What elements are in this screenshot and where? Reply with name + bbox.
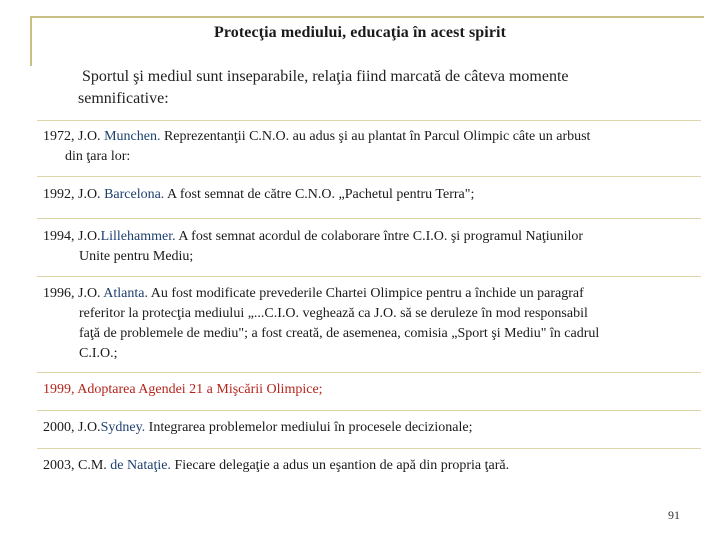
entry-place: Sydney.: [100, 420, 146, 435]
separator: [37, 120, 701, 121]
entry-place: Lillehammer.: [100, 229, 176, 244]
separator: [37, 410, 701, 411]
list-item-1992: [43, 185, 683, 205]
separator: [37, 176, 701, 177]
entry-first-line: [43, 185, 683, 205]
entry-year: 1996, J.O.: [43, 286, 104, 301]
list-item-2003: [43, 456, 683, 476]
entry-year: 2000, J.O.: [43, 420, 101, 435]
intro-paragraph: [78, 66, 702, 110]
page-title: Protecţia mediului, educaţia în acest spirit: [213, 24, 507, 41]
entry-year: 2003, C.M.: [43, 458, 111, 473]
entry-text: referitor la protecţia mediului „...C.I.O. veghează ca J.O. să se deruleze în mod responsabil: [79, 306, 588, 321]
entry-first-line: [43, 227, 683, 247]
entry-text: 1999, Adoptarea Agendei 21 a Mişcării Olimpice;: [43, 382, 323, 397]
entry-year: 1992, J.O.: [43, 187, 105, 202]
list-item-1999: [43, 380, 683, 400]
entry-first-line: [43, 127, 683, 147]
intro-line-1: Sportul şi mediul sunt inseparabile, relaţia fiind marcată de câteva momente: [82, 68, 569, 85]
entry-first-line: [43, 418, 683, 438]
intro-line-2: semnificative:: [78, 90, 169, 107]
list-item-1996: [43, 284, 683, 364]
entry-first-line: [43, 284, 683, 304]
entry-text: A fost semnat de către C.N.O. „Pachetul pentru Terra";: [164, 187, 475, 202]
entry-first-line: [43, 456, 683, 476]
entry-place: Atlanta.: [103, 286, 149, 301]
entry-text: faţă de problemele de mediu"; a fost creată, de asemenea, comisia „Sport şi Mediu" în cadrul: [79, 326, 600, 341]
list-item-2000: [43, 418, 683, 438]
entry-text: din ţara lor:: [65, 149, 131, 164]
entry-text: C.I.O.;: [79, 346, 118, 361]
entry-place: Barcelona.: [104, 187, 165, 202]
entry-text: Fiecare delegaţie a adus un eşantion de apă din propria ţară.: [170, 458, 510, 473]
page-number: 91: [668, 508, 680, 522]
separator: [37, 448, 701, 449]
frame-top-border: [30, 16, 704, 18]
entry-place: Munchen.: [104, 129, 161, 144]
entry-text: Au fost modificate prevederile Chartei Olimpice pentru a închide un paragraf: [148, 286, 584, 301]
separator: [37, 372, 701, 373]
entry-text: A fost semnat acordul de colaborare între C.I.O. şi programul Naţiunilor: [175, 229, 584, 244]
entry-year: 1972, J.O.: [43, 129, 105, 144]
separator: [37, 276, 701, 277]
entry-text: Integrarea problemelor mediului în procesele decizionale;: [145, 420, 473, 435]
entry-year: 1994, J.O.: [43, 229, 101, 244]
entry-text: Reprezentanţii C.N.O. au adus şi au plantat în Parcul Olimpic câte un arbust: [160, 129, 591, 144]
list-item-1994: [43, 227, 683, 267]
separator: [37, 218, 701, 219]
entry-place: de Nataţie.: [110, 458, 171, 473]
entry-text: Unite pentru Mediu;: [79, 249, 194, 264]
list-item-1972: [43, 127, 683, 167]
